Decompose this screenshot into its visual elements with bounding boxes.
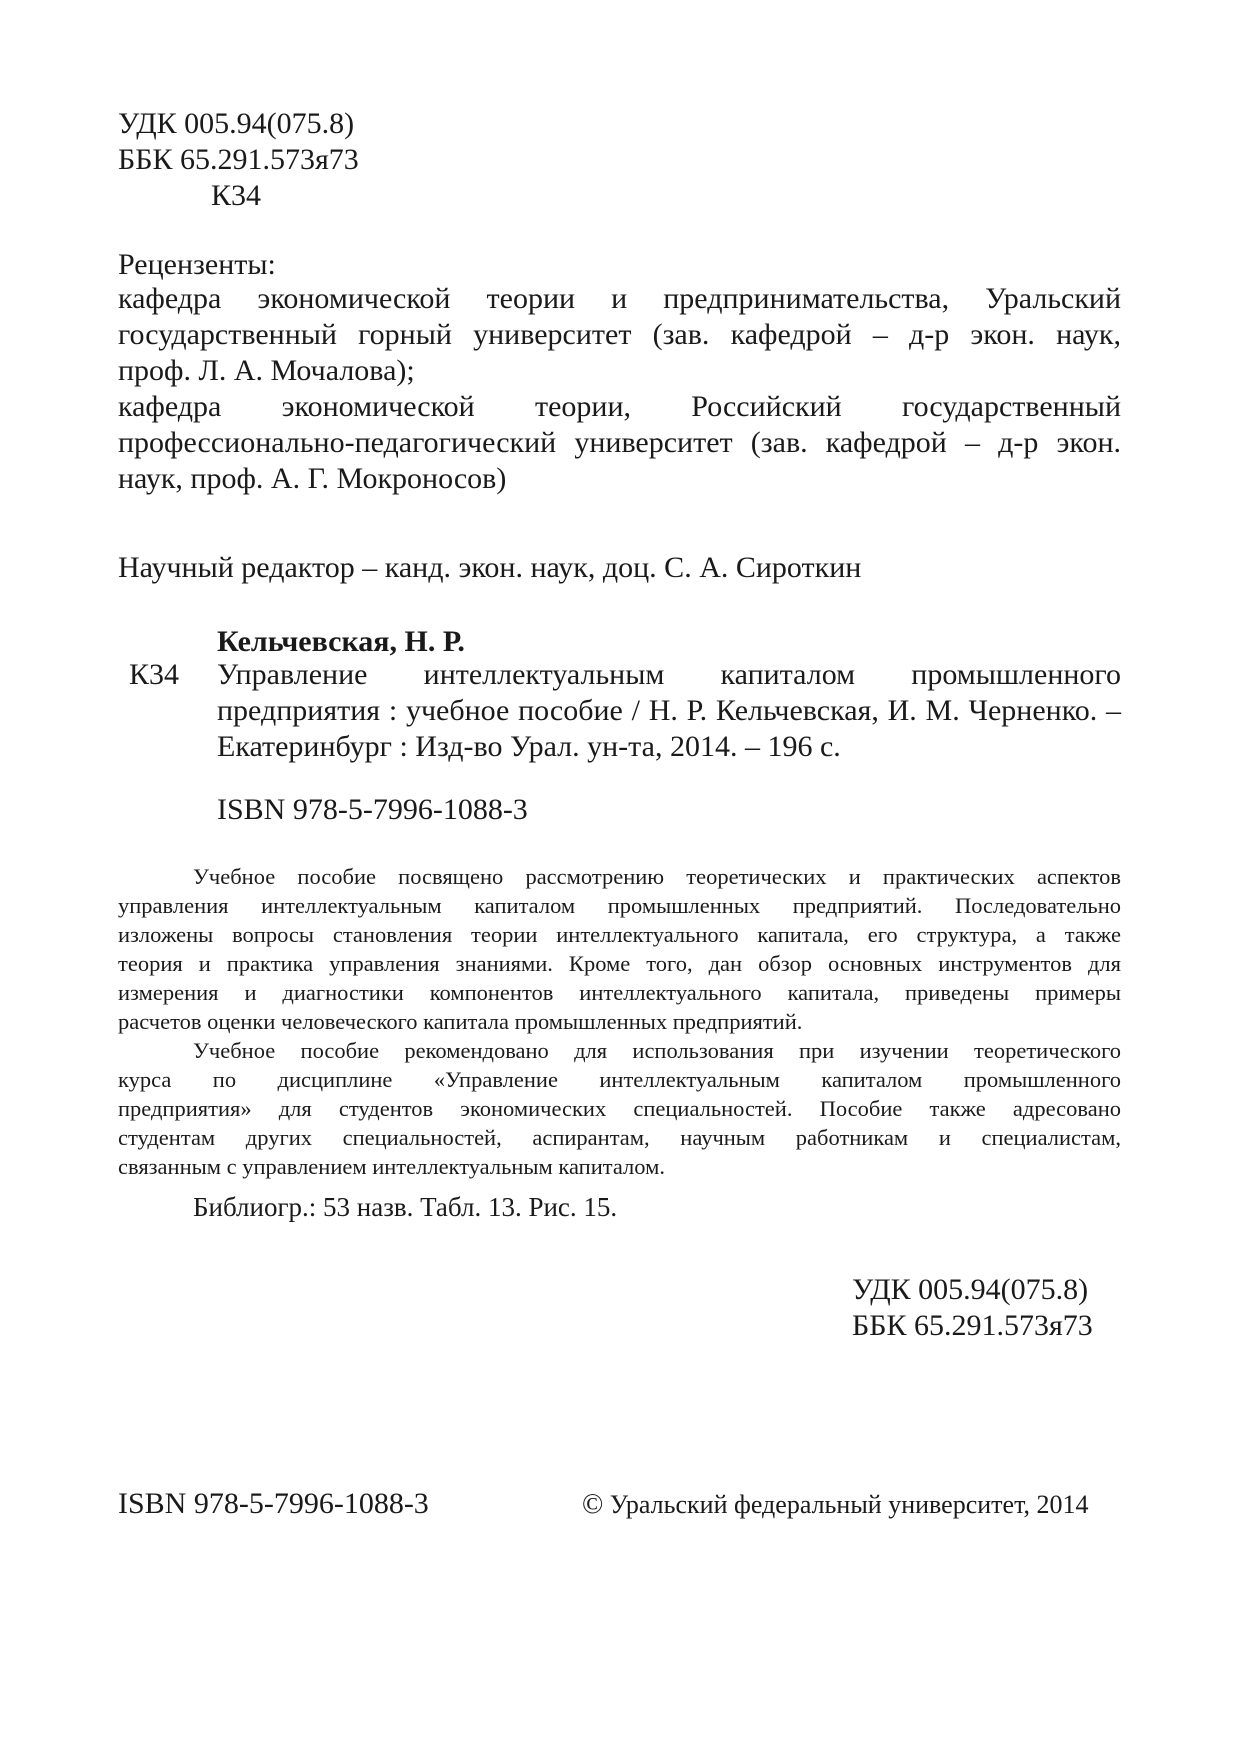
- copyright-icon: ©: [582, 1489, 604, 1520]
- catalog-isbn: ISBN 978-5-7996-1088-3: [217, 793, 528, 826]
- bibliography-note: Библиогр.: 53 назв. Табл. 13. Рис. 15.: [193, 1192, 618, 1222]
- author-mark: К34: [211, 179, 262, 212]
- reviewer-first: кафедра экономической теории и предпринимательства, Уральский государственный горный университет (зав. кафедрой – д-р экон. наук, проф. Л. А. Мочалова);: [118, 282, 1121, 387]
- footer-bbk-code: ББК 65.291.573я73: [852, 1309, 1093, 1342]
- bottom-isbn: ISBN 978-5-7996-1088-3: [118, 1487, 429, 1520]
- abstract-paragraph-2: Учебное пособие рекомендовано для использования при изучении теоретического курса по дисциплине «Управление интеллектуальным капиталом промышленного предприятия» для студентов экономических специальностей. Пособие также адресовано студентам других специальностей, аспирантам, научным работникам и специалистам, связанным с управлением интеллектуальным капиталом.: [118, 1038, 1121, 1179]
- bbk-code: ББК 65.291.573я73: [118, 143, 359, 176]
- reviewers-heading: Рецензенты:: [118, 248, 276, 281]
- catalog-mark: К34: [129, 658, 180, 691]
- copyright-text: Уральский федеральный университет, 2014: [609, 1490, 1089, 1519]
- abstract-paragraph-1: Учебное пособие посвящено рассмотрению теоретических и практических аспектов управления интеллектуальным капиталом промышленных предприятий. Последовательно изложены вопросы становления теории интеллектуального капитала, его структура, а также теория и практика управления знаниями. Кроме того, дан обзор основных инструментов для измерения и диагностики компонентов интеллектуального капитала, приведены примеры расчетов оценки человеческого капитала промышленных предприятий.: [118, 864, 1121, 1034]
- catalog-author: Кельчевская, Н. Р.: [217, 625, 465, 658]
- reviewer-second: кафедра экономической теории, Российский государственный профессионально-педагогический университет (зав. кафедрой – д-р экон. наук, проф. А. Г. Мокроносов): [118, 390, 1121, 495]
- udk-code: УДК 005.94(075.8): [118, 107, 355, 140]
- footer-udk-code: УДК 005.94(075.8): [852, 1273, 1089, 1306]
- scientific-editor: Научный редактор – канд. экон. наук, доц. С. А. Сироткин: [118, 551, 862, 584]
- catalog-description: Управление интеллектуальным капиталом промышленного предприятия : учебное пособие / Н. Р. Кельчевская, И. М. Черненко. – Екатеринбург : Изд-во Урал. ун-та, 2014. – 196 с.: [217, 658, 1121, 763]
- copyright-line: [582, 1488, 1088, 1522]
